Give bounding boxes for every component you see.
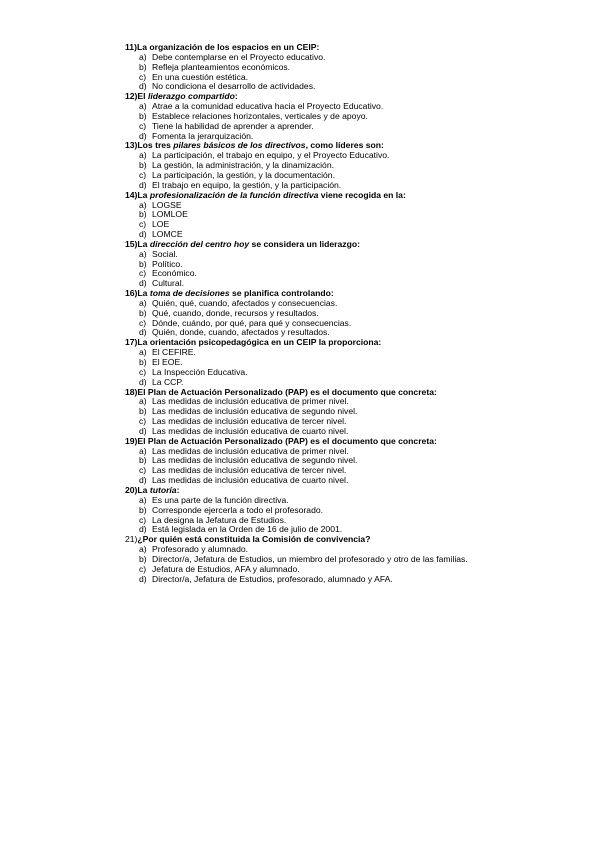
option-text: La participación, el trabajo en equipo, y el Proyecto Educativo.: [152, 150, 390, 161]
option-list: [125, 53, 585, 92]
option-letter: a): [139, 51, 147, 62]
option-item: [125, 525, 585, 535]
option-text: La participación, la gestión, y la documentación.: [152, 169, 335, 180]
option-letter: c): [139, 71, 147, 82]
option-item: [125, 328, 585, 338]
option-letter: b): [139, 307, 147, 318]
option-text: Político.: [152, 258, 183, 269]
option-letter: d): [139, 524, 147, 535]
option-letter: b): [139, 357, 147, 367]
option-item: [125, 427, 585, 437]
option-text: Es una parte de la función directiva.: [152, 494, 289, 505]
question-title-part: pilares básicos de los directivos: [173, 140, 306, 151]
option-letter: b): [139, 504, 147, 515]
option-item: [125, 132, 585, 142]
option-letter: d): [139, 130, 147, 141]
option-letter: a): [139, 101, 147, 112]
question-title-part: 15)La: [125, 238, 150, 249]
question-14: [125, 191, 585, 240]
option-text: Director/a, Jefatura de Estudios, un miembro del profesorado y otro de las familias.: [152, 553, 468, 564]
option-text: El trabajo en equipo, la gestión, y la participación.: [152, 179, 342, 190]
option-text: Las medidas de inclusión educativa de primer nivel.: [152, 396, 349, 407]
question-20: [125, 486, 585, 535]
quiz-page: [125, 43, 585, 584]
option-letter: b): [139, 406, 147, 417]
option-letter: b): [139, 110, 147, 121]
option-letter: c): [139, 219, 147, 230]
option-text: Qué, cuando, donde, recursos y resultados.: [152, 307, 319, 318]
question-title-part: 12)El: [125, 91, 148, 102]
question-title-part: toma de decisiones: [149, 288, 230, 299]
option-text: LOMCE: [152, 229, 183, 240]
option-text: Las medidas de inclusión educativa de segundo nivel.: [152, 455, 358, 466]
question-15: [125, 240, 585, 289]
option-letter: b): [139, 61, 147, 72]
question-title-part: 17)La orientación psicopedagógica en un CEIP la proporciona:: [125, 337, 382, 348]
option-text: Jefatura de Estudios, AFA y alumnado.: [152, 563, 300, 574]
option-text: Establece relaciones horizontales, verticales y de apoyo.: [152, 110, 368, 121]
option-text: Las medidas de inclusión educativa de tercer nivel.: [152, 465, 347, 476]
option-item: [125, 575, 585, 585]
option-list: [125, 201, 585, 240]
option-letter: b): [139, 258, 147, 269]
question-19: [125, 437, 585, 486]
question-21: [125, 535, 585, 584]
option-text: LOE: [152, 219, 170, 230]
question-title-part: 18)El Plan de Actuación Personalizado (PAP) es el documento que concreta:: [125, 386, 437, 397]
question-title-part: 16)La: [125, 288, 150, 299]
option-text: El EOE.: [152, 357, 183, 367]
option-text: La Inspección Educativa.: [152, 366, 248, 377]
option-letter: d): [139, 81, 147, 92]
option-letter: a): [139, 199, 147, 210]
option-text: La gestión, la administración, y la dinamización.: [152, 160, 334, 171]
option-letter: a): [139, 494, 147, 505]
question-title-part: ¿Por quién está constituida la Comisión de convivencia?: [137, 534, 371, 545]
option-text: Las medidas de inclusión educativa de tercer nivel.: [152, 416, 347, 427]
option-item: [125, 250, 585, 260]
option-item: [125, 230, 585, 240]
option-item: [125, 82, 585, 92]
question-title-part: liderazgo compartido: [147, 91, 235, 102]
question-title-part: se considera un liderazgo:: [249, 238, 360, 249]
option-item: [125, 348, 585, 358]
question-16: [125, 289, 585, 338]
option-letter: a): [139, 445, 147, 456]
question-title-part: se planifica controlando:: [229, 288, 334, 299]
option-text: No condiciona el desarrollo de actividades.: [152, 81, 316, 92]
option-letter: d): [139, 278, 147, 289]
option-letter: a): [139, 347, 147, 358]
question-12: [125, 92, 585, 141]
option-letter: d): [139, 425, 147, 436]
option-item: [125, 201, 585, 211]
question-title-part: , como líderes son:: [305, 140, 384, 151]
option-text: Refleja planteamientos económicos.: [152, 61, 291, 72]
option-text: Quién, donde, cuando, afectados y resultados.: [152, 327, 330, 338]
option-list: [125, 299, 585, 338]
option-letter: c): [139, 317, 147, 328]
option-text: Cultural.: [152, 278, 184, 289]
option-text: En una cuestión estética.: [152, 71, 249, 82]
option-letter: a): [139, 544, 147, 555]
option-text: LOMLOE: [152, 209, 188, 220]
option-text: Dónde, cuándo, por qué, para qué y consecuencias.: [152, 317, 352, 328]
question-11: [125, 43, 585, 92]
question-title-part: 11)La organización de los espacios en un CEIP:: [125, 42, 320, 52]
question-title-part: 19)El Plan de Actuación Personalizado (PAP) es el documento que concreta:: [125, 435, 437, 446]
option-letter: b): [139, 455, 147, 466]
option-text: Económico.: [152, 268, 197, 279]
question-title-part: :: [176, 484, 180, 495]
option-letter: c): [139, 120, 147, 131]
question-title-part: 14)La: [125, 189, 150, 200]
question-title-part: 13)Los tres: [125, 140, 174, 151]
question-title: [125, 191, 585, 201]
option-item: [125, 476, 585, 486]
option-list: [125, 496, 585, 535]
option-letter: a): [139, 396, 147, 407]
option-list: [125, 397, 585, 436]
option-list: [125, 447, 585, 486]
question-title-part: profesionalización de la función directiva: [149, 189, 319, 200]
question-title-part: viene recogida en la:: [318, 189, 406, 200]
option-text: Director/a, Jefatura de Estudios, profesorado, alumnado y AFA.: [152, 573, 393, 584]
option-item: [125, 220, 585, 230]
option-letter: d): [139, 475, 147, 486]
option-letter: b): [139, 553, 147, 564]
option-list: [125, 348, 585, 387]
option-list: [125, 102, 585, 141]
option-letter: d): [139, 229, 147, 240]
option-item: [125, 279, 585, 289]
question-title-part: 21): [125, 534, 138, 545]
option-letter: a): [139, 150, 147, 161]
option-letter: c): [139, 563, 147, 574]
option-text: Está legislada en la Orden de 16 de julio de 2001.: [152, 524, 343, 535]
option-text: Las medidas de inclusión educativa de segundo nivel.: [152, 406, 358, 417]
option-letter: d): [139, 327, 147, 338]
option-text: Social.: [152, 248, 178, 259]
option-text: Debe contemplarse en el Proyecto educativo.: [152, 51, 326, 62]
option-letter: b): [139, 209, 147, 220]
option-letter: c): [139, 465, 147, 476]
option-letter: d): [139, 573, 147, 584]
option-letter: d): [139, 376, 147, 387]
question-title: [125, 240, 585, 250]
option-letter: a): [139, 248, 147, 259]
option-text: LOGSE: [152, 199, 182, 210]
option-text: La designa la Jefatura de Estudios.: [152, 514, 287, 525]
option-text: La CCP.: [152, 376, 184, 387]
question-17: [125, 338, 585, 387]
option-letter: c): [139, 169, 147, 180]
option-list: [125, 250, 585, 289]
question-title-part: tutoría: [149, 484, 177, 495]
option-text: Tiene la habilidad de aprender a aprender.: [152, 120, 314, 131]
option-text: Atrae a la comunidad educativa hacia el Proyecto Educativo.: [152, 101, 384, 112]
option-text: Las medidas de inclusión educativa de cuarto nivel.: [152, 475, 349, 486]
option-letter: d): [139, 179, 147, 190]
option-letter: a): [139, 297, 147, 308]
option-text: Quién, qué, cuando, afectados y consecuencias.: [152, 297, 338, 308]
option-letter: c): [139, 416, 147, 427]
option-text: Corresponde ejercerla a todo el profesorado.: [152, 504, 324, 515]
question-13: [125, 141, 585, 190]
option-letter: c): [139, 268, 147, 279]
option-text: El CEFIRE.: [152, 347, 196, 358]
option-text: Fomenta la jerarquización.: [152, 130, 254, 141]
option-item: [125, 378, 585, 388]
option-item: [125, 210, 585, 220]
option-letter: c): [139, 514, 147, 525]
option-text: Las medidas de inclusión educativa de cuarto nivel.: [152, 425, 349, 436]
question-title-part: dirección del centro hoy: [149, 238, 250, 249]
question-title-part: 20)La: [125, 484, 150, 495]
question-title-part: :: [234, 91, 238, 102]
option-text: Las medidas de inclusión educativa de primer nivel.: [152, 445, 349, 456]
option-letter: c): [139, 366, 147, 377]
option-item: [125, 368, 585, 378]
option-list: [125, 151, 585, 190]
option-item: [125, 269, 585, 279]
option-list: [125, 545, 585, 584]
option-text: Profesorado y alumnado.: [152, 544, 249, 555]
question-18: [125, 388, 585, 437]
option-letter: b): [139, 160, 147, 171]
option-item: [125, 181, 585, 191]
